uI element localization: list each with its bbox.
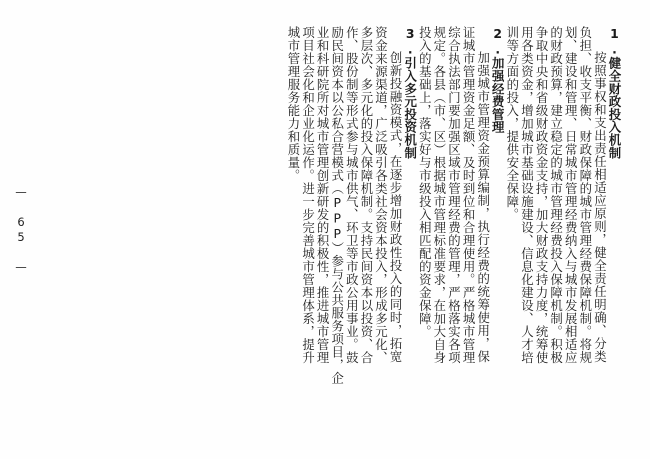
text-column: 资金来源渠道，广泛吸引各类社会资本投入，形成多元化、 xyxy=(373,26,389,364)
text-column: 的财政预算，建立稳定的城市管理经费投入保障机制。积极 xyxy=(548,26,564,364)
text-column: 加强城市管理资金预算编制，执行经费的统筹使用，保 xyxy=(475,51,491,363)
text-column: 证城市管理资金足额、及时到位和合理使用。严格城市管理 xyxy=(461,26,477,364)
text-column: 争取中央和省级财政资金支持，加大财政支持力度，统筹使 xyxy=(534,26,550,364)
text-column: 业和科研院所对城市管理创新研发的积极性，推进城市管理 xyxy=(315,26,331,364)
text-column: 负担、收支平衡、财政保障的城市管理经费保障机制。将规 xyxy=(577,26,593,364)
section-heading: 2.加强经费管理 xyxy=(490,26,506,134)
text-column: 多层次、多元化的投入保障机制。支持民间资本以投资、合 xyxy=(358,26,374,364)
section-heading: 3.引入多元投资机制 xyxy=(402,26,418,160)
text-column: 作、股份制等形式参与城市供气、环卫等市政公用事业。鼓 xyxy=(344,26,360,364)
section-heading: 1.健全财政投入机制 xyxy=(607,26,622,160)
text-column: 励民间资本以公私合营模式（PPP）参与公共服务项目，企 xyxy=(329,26,345,385)
page-number: — 65 — xyxy=(14,184,28,275)
text-column: 创新投融资模式，在逐步增加财政性投入的同时，拓宽 xyxy=(388,51,404,363)
text-column: 项目社会化和企业化运作。进一步完善城市管理体系，提升 xyxy=(300,26,316,364)
text-column: 划、建设和管理、日常城市管理经费纳入与城市发展相适应 xyxy=(563,26,579,364)
text-column: 按照事权和支出责任相适应原则，健全责任明确、分类 xyxy=(592,51,608,363)
text-column: 综合执法部门要加强区域市管理经费的管理，严格落实各项 xyxy=(446,26,462,364)
text-column: 用各类资金，增加城市基础设施建设、信息化建设、人才培 xyxy=(519,26,535,364)
text-column: 训等方面的投入，提供安全保障。 xyxy=(504,26,520,221)
text-column: 投入的基础上，落实好与市级投入相匹配的资金保障。 xyxy=(417,26,433,338)
text-column: 城市管理服务能力和质量。 xyxy=(285,26,301,182)
text-column: 规定。各县（市、区）根据城市管理标准要求，在加大自身 xyxy=(431,26,447,364)
